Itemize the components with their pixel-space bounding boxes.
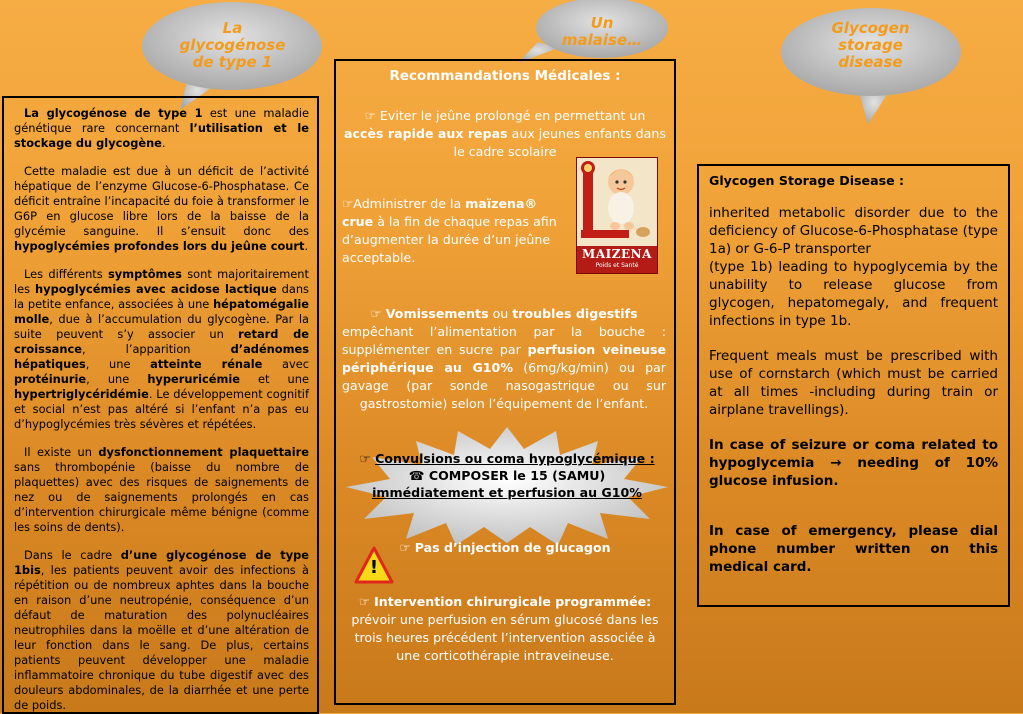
pointing-hand-icon: ☞ (358, 594, 371, 609)
poster-brand: MAIZENA (582, 247, 652, 261)
arrow-right-icon: → (830, 455, 842, 471)
english-meals: Frequent meals must be prescribed with use of cornstarch (which must be carried at all times -including during train or airplane travellings). (709, 348, 998, 418)
pointing-hand-icon: ☞ (359, 451, 371, 466)
english-summary-panel (697, 164, 1010, 607)
bubble-glycogenose-text: La glycogénose de type 1 (179, 19, 286, 71)
pointing-hand-icon: ☞ (364, 108, 376, 123)
platelet-paragraph: Il existe un dysfonctionnement plaquettaire sans thrombopénie (baisse du nombre de plaquettes) avec des risques de saignements de nez ou de saignements prolongés en cas d’intervention chirurgicale même bénigne (comme les soins de dents). (14, 445, 309, 534)
pointing-hand-icon: ☞ (370, 306, 382, 321)
english-definition: inherited metabolic disorder due to the deficiency of Glucose-6-Phosphatase (type 1a) or G-6-P transporter (type 1b) leading to hypoglycemia by the unability to release glucose from glycogen, hepatomegaly, and frequent infections in type 1b. (709, 205, 998, 329)
french-description-panel (2, 96, 319, 714)
emergency-burst (346, 427, 668, 545)
english-title: Glycogen Storage Disease : (709, 173, 905, 188)
english-seizure: In case of seizure or coma related to hypoglycemia → needing of 10% glucose infusion. (709, 437, 998, 489)
baby-on-scale-illustration (577, 158, 657, 246)
recommendation-fasting: ☞ Eviter le jeûne prolongé en permettant un accès rapide aux repas aux jeunes enfants dans le cadre scolaire (344, 108, 666, 159)
type1bis-paragraph: Dans le cadre d’une glycogénose de type 1bis, les patients peuvent avoir des infections à répétition ou de nombreux aphtes dans la bouche en raison d’une neutropénie, conséquence d’un défaut de maturation des polynucléaires neutrophiles dans la moëlle et d’une altération de leur fonction dans le sang. De plus, certains patients peuvent développer une maladie inflammatoire chronique du tube digestif avec des douleurs abdominales, de la diarrhée et une perte de poids. (14, 548, 309, 712)
maizena-poster (576, 157, 658, 274)
recommendation-vomiting: ☞ Vomissements ou troubles digestifs empêchant l’alimentation par la bouche : supplémenter en sucre par perfusion veineuse périphérique au G10% (6mg/kg/min) ou par gavage (par sonde nasogastrique ou sur gastrostomie) selon l’équipement de l’enfant. (342, 306, 666, 411)
symptoms-paragraph: Les différents symptômes sont majoritairement les hypoglycémies avec acidose lactique dans la petite enfance, associées à une hépatomégalie molle, due à l’accumulation du glycogène. Par la suite peuvent s’y associer un retard de croissance, l’apparition d’adénomes hépatiques, une atteinte rénale avec protéinurie, une hyperuricémie et une hypertriglycéridémie. Le développement cognitif et social n’est pas altéré si l’enfant n’a pas eu d’hypoglycémies très sévères et répétées. (14, 267, 310, 431)
bubble-malaise (510, 0, 670, 65)
intro-paragraph: La glycogénose de type 1 est une maladie génétique rare concernant l’utilisation et le stockage du glycogène. (14, 106, 309, 150)
recommendation-maizena: ☞Administrer de la maïzena® crue à la fin de chaque repas afin d’augmenter la durée d’un jeûne acceptable. (342, 196, 557, 265)
immediate-perfusion-text: immédiatement et perfusion au G10% (372, 485, 642, 500)
deficit-paragraph: Cette maladie est due à un déficit de l’activité hépatique de l’enzyme Glucose-6-Phosphatase. Ce déficit entraîne l’incapacité du foie à transformer le G6P en glucose libre lors de la baisse de la glycémie sanguine. Il s’ensuit donc des hypoglycémies profondes lors du jeûne court. (14, 164, 309, 253)
medical-recommendations-panel (334, 59, 676, 705)
english-emergency: In case of emergency, please dial phone number written on this medical card. (709, 523, 998, 575)
warning-triangle-icon: ! (354, 546, 394, 588)
convulsions-alert: Convulsions ou coma hypoglycémique : (375, 451, 655, 466)
no-glucagon-warning: ☞ Pas d’injection de glucagon (399, 540, 611, 555)
recommendations-title: Recommandations Médicales : (389, 68, 621, 84)
poster-subtitle: Poids et Santé (595, 262, 639, 269)
surgery-recommendation: ☞ Intervention chirurgicale programmée: prévoir une perfusion en sérum glucosé dans les trois heures précédent l’intervention associée à une corticothérapie intraveineuse. (351, 594, 659, 663)
bubble-glycogen-storage-text: Glycogen storage disease (831, 19, 910, 71)
call-samu-text: ☎ COMPOSER le 15 (SAMU) (408, 468, 606, 483)
pointing-hand-icon: ☞ (399, 540, 411, 555)
bubble-malaise-text: Un malaise… (561, 14, 643, 49)
pointing-hand-icon: ☞ (342, 196, 354, 211)
bubble-glycogen-storage (778, 8, 963, 124)
